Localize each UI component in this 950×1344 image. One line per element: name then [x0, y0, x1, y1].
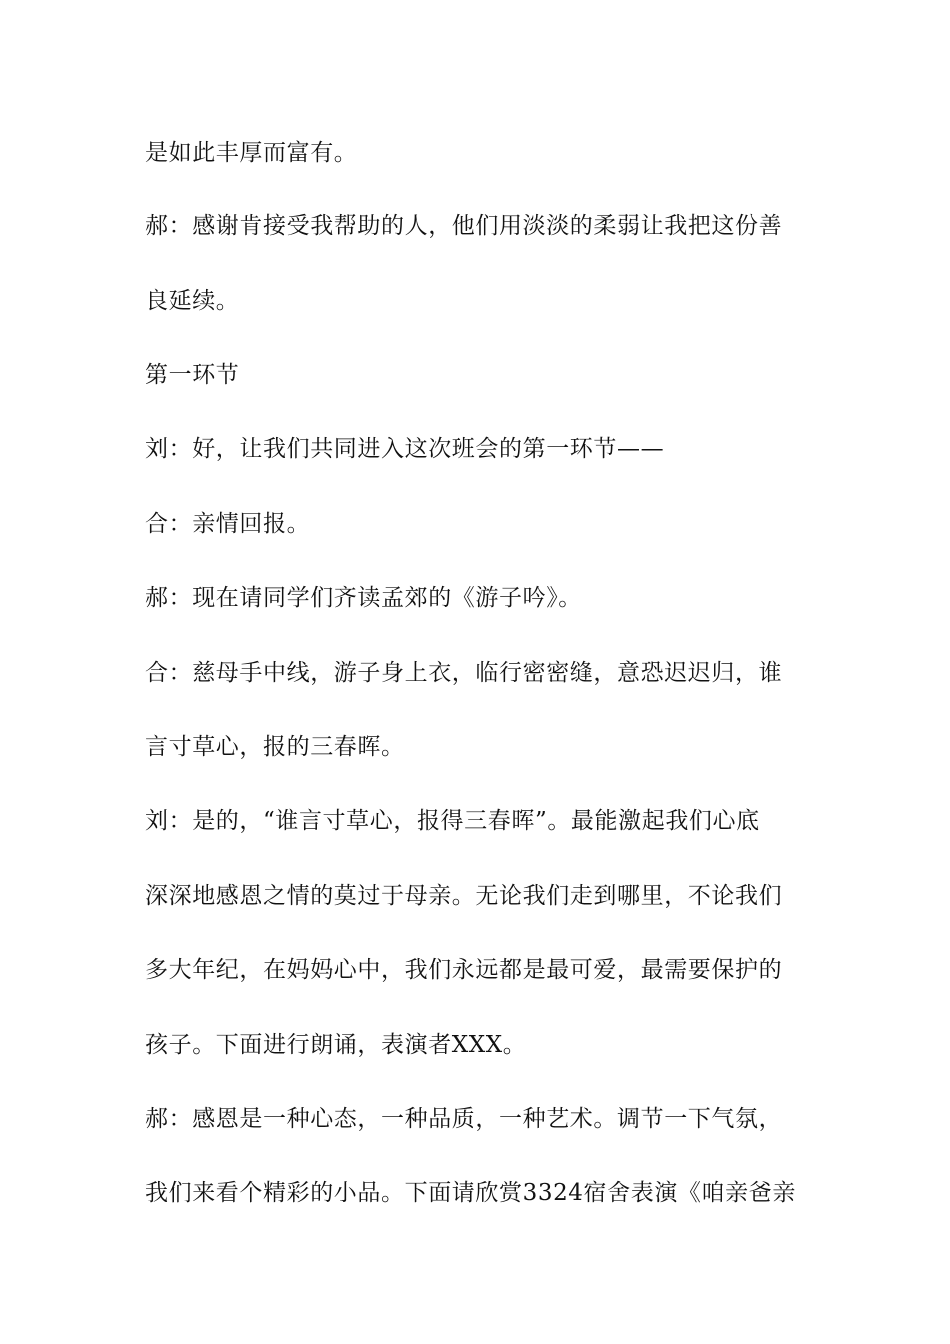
text-line: 良延续。 [145, 288, 240, 314]
text-line: 我们来看个精彩的小品。下面请欣赏3324宿舍表演《咱亲爸亲 [145, 1180, 796, 1206]
text-line: 郝：感恩是一种心态，一种品质，一种艺术。调节一下气氛， [145, 1106, 783, 1132]
text-line: 孩子。下面进行朗诵，表演者XXX。 [145, 1032, 527, 1058]
text-line: 言寸草心，报的三春晖。 [145, 734, 405, 760]
text-line: 刘：是的，“谁言寸草心，报得三春晖”。最能激起我们心底 [145, 808, 760, 834]
text-line: 多大年纪，在妈妈心中，我们永远都是最可爱，最需要保护的 [145, 957, 783, 983]
text-line: 郝：感谢肯接受我帮助的人，他们用淡淡的柔弱让我把这份善 [145, 213, 783, 239]
text-line: 郝：现在请同学们齐读孟郊的《游子吟》。 [145, 585, 582, 611]
text-line: 是如此丰厚而富有。 [145, 140, 358, 166]
text-line: 合：慈母手中线，游子身上衣，临行密密缝，意恐迟迟归，谁 [145, 660, 783, 686]
text-line: 刘：好，让我们共同进入这次班会的第一环节—— [145, 436, 665, 462]
text-line: 深深地感恩之情的莫过于母亲。无论我们走到哪里，不论我们 [145, 883, 783, 909]
section-heading: 第一环节 [145, 362, 240, 388]
text-line: 合：亲情回报。 [145, 511, 311, 537]
